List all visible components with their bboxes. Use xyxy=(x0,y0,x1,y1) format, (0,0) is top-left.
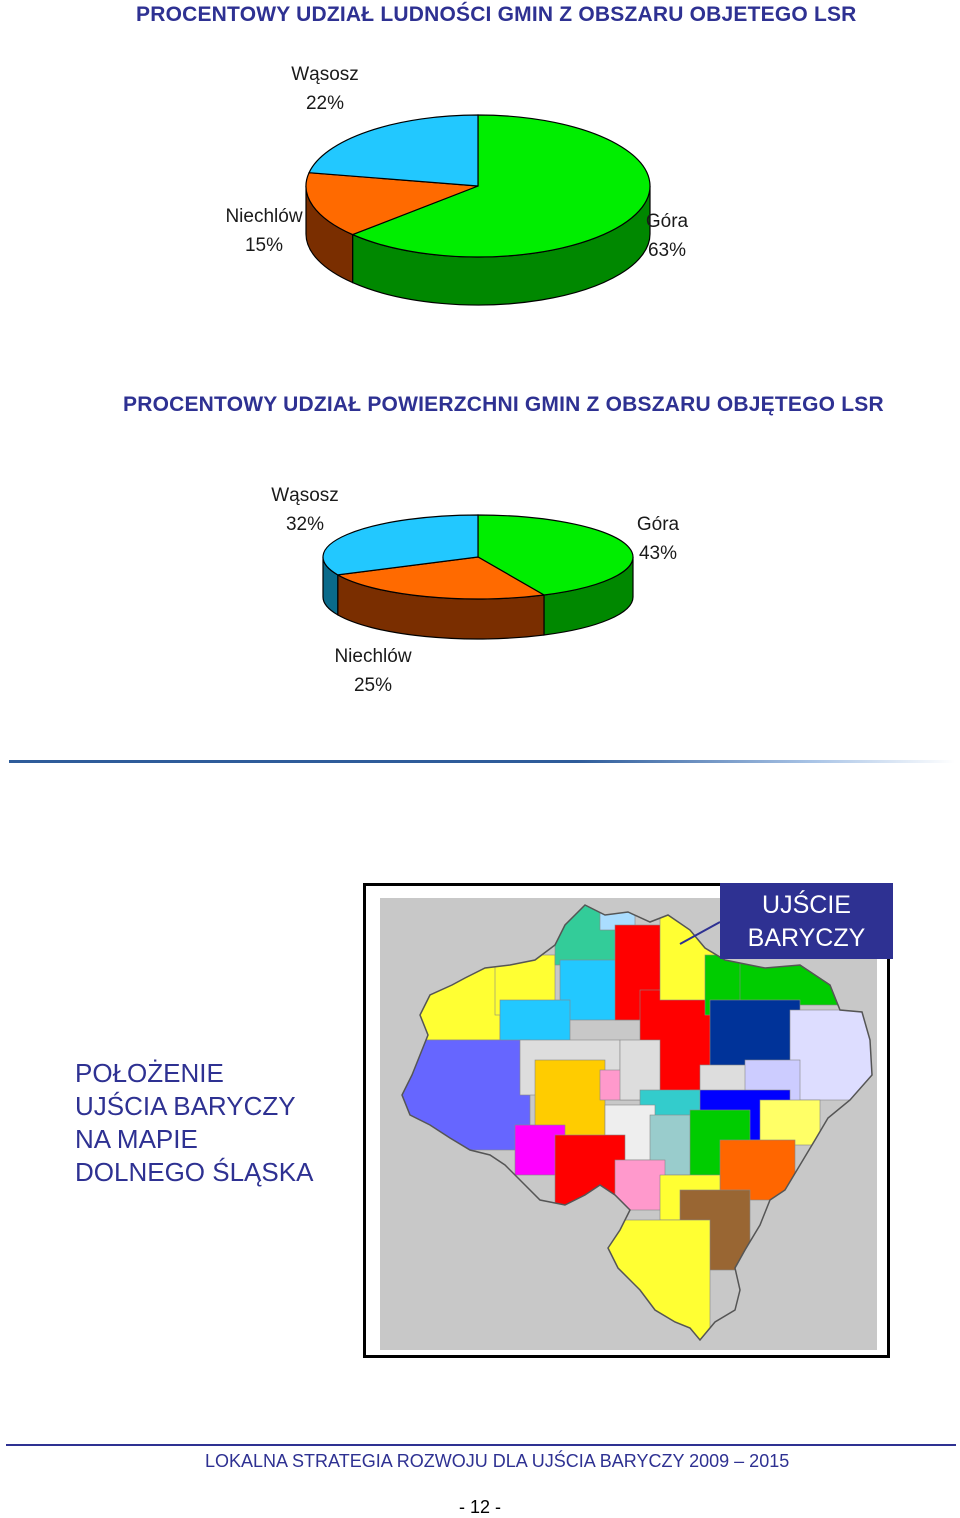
chart-1-title: PROCENTOWY UDZIAŁ LUDNOŚCI GMIN Z OBSZARU OBJETEGO LSR xyxy=(136,3,857,26)
map-caption-line-3: NA MAPIE xyxy=(75,1124,198,1154)
callout-line-2: BARYCZY xyxy=(747,924,866,952)
map-region xyxy=(710,1000,800,1070)
map-region xyxy=(600,1220,710,1350)
chart-1-label-gora-name: Góra xyxy=(645,211,689,232)
map-caption xyxy=(75,1057,313,1189)
chart-1-label-wasosz-name: Wąsosz xyxy=(291,64,359,85)
map-callout-ujscie-baryczy xyxy=(720,883,893,959)
chart-2-title: PROCENTOWY UDZIAŁ POWIERZCHNI GMIN Z OBSZARU OBJĘTEGO LSR xyxy=(123,393,884,416)
footer-rule xyxy=(6,1444,956,1446)
chart-1-label-niechlow-value: 15% xyxy=(244,235,284,256)
chart-2-label-gora-value: 43% xyxy=(638,543,678,564)
footer-text: LOKALNA STRATEGIA ROZWOJU DLA UJŚCIA BARYCZY 2009 – 2015 xyxy=(205,1451,790,1471)
map-caption-line-4: DOLNEGO ŚLĄSKA xyxy=(75,1157,314,1187)
chart-1-label-niechlow-name: Niechlów xyxy=(225,206,303,227)
map-caption-line-2: UJŚCIA BARYCZY xyxy=(75,1091,296,1121)
map-region xyxy=(790,1010,880,1100)
map-region xyxy=(760,1100,820,1145)
chart-2-label-wasosz-value: 32% xyxy=(285,514,325,535)
chart-2-label-niechlow-name: Niechlów xyxy=(334,646,412,667)
map-region xyxy=(400,960,500,1040)
chart-1-label-wasosz-value: 22% xyxy=(305,93,345,114)
page-number: - 12 - xyxy=(458,1497,501,1517)
map-region xyxy=(555,900,615,965)
chart-2-label-gora-name: Góra xyxy=(636,514,680,535)
map-caption-line-1: POŁOŻENIE xyxy=(75,1058,224,1088)
chart-2-label-niechlow-value: 25% xyxy=(353,675,393,696)
chart-1-label-gora-value: 63% xyxy=(647,240,687,261)
callout-line-1: UJŚCIE xyxy=(762,891,851,919)
chart-2-label-wasosz-name: Wąsosz xyxy=(271,485,339,506)
